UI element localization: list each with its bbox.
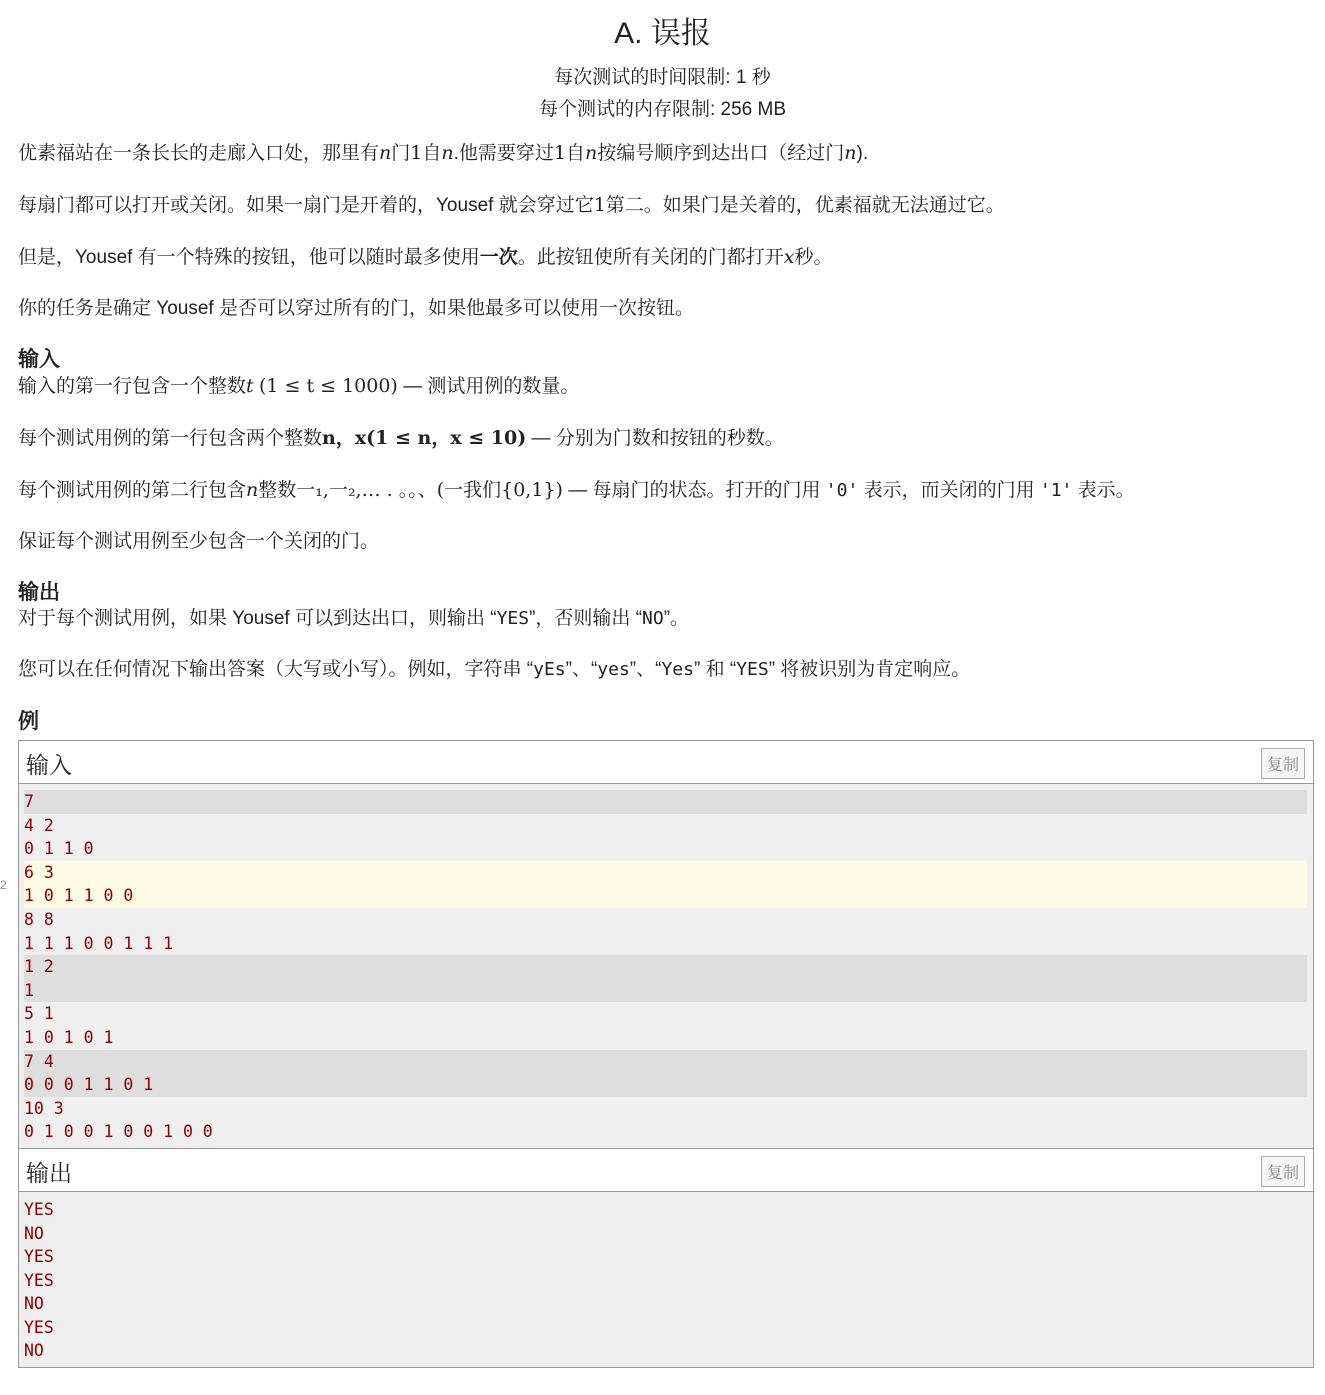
statement-paragraph-4: 你的任务是确定 Yousef 是否可以穿过所有的门，如果他最多可以使用一次按钮。 [18, 298, 694, 319]
sample-input-line: 8 8 [24, 909, 54, 929]
copy-input-button[interactable]: 复制 [1261, 748, 1305, 779]
time-limit: 每次测试的时间限制: 1 秒 [554, 67, 771, 88]
sample-input-label: 输入 [26, 753, 72, 779]
output-line-2: 您可以在任何情况下输出答案（大写或小写）。例如，字符串 “yEs”、“yes”、“Yes” 和 “YES” 将被识别为肯定响应。 [18, 659, 971, 680]
sample-input-line: 1 2 [24, 955, 1307, 979]
sample-output-line: YES [24, 1270, 54, 1290]
copy-output-button[interactable]: 复制 [1261, 1156, 1305, 1187]
problem-title: A. 误报 [614, 17, 711, 50]
sample-input-line: 7 4 [24, 1050, 1307, 1074]
statement-paragraph-2: 每扇门都可以打开或关闭。如果一扇门是开着的，Yousef 就会穿过它1第二。如果门是关着的，优素福就无法通过它。 [18, 194, 1005, 216]
input-line-3: 每个测试用例的第二行包含n整数一₁,一₂,… . 。。、(一我们{0,1}) — 每扇门的状态。打开的门用 '0' 表示，而关闭的门用 '1' 表示。 [18, 479, 1135, 501]
output-heading: 输出 [18, 581, 60, 604]
examples-heading: 例 [18, 710, 39, 733]
sample-input-body[interactable] [19, 784, 1313, 1148]
input-line-1: 输入的第一行包含一个整数t (1 ≤ t ≤ 1000) — 测试用例的数量。 [18, 375, 580, 397]
sample-input-line: 1 0 1 1 0 0 [24, 884, 1307, 908]
sample-input-line: 0 1 1 0 [24, 839, 94, 859]
sample-input-line: 5 1 [24, 1004, 54, 1024]
sample-input-line: 0 1 0 0 1 0 0 1 0 0 [24, 1122, 213, 1142]
sample-input-line: 7 [24, 790, 1307, 814]
sample-input-line: 1 1 1 0 0 1 1 1 [24, 933, 174, 953]
sample-input-line: 6 3 [24, 861, 1307, 885]
sample-output-line: NO [24, 1294, 44, 1314]
sample-output-header [19, 1148, 1313, 1192]
statement-paragraph-1: 优素福站在一条长长的走廊入口处，那里有n门1自n.他需要穿过1自n按编号顺序到达出口（经过门n). [18, 142, 869, 164]
sample-output-line: YES [24, 1199, 54, 1219]
sample-output-body[interactable] [19, 1192, 1313, 1367]
sample-input-line: 4 2 [24, 815, 54, 835]
sample-output-line: NO [24, 1223, 44, 1243]
sample-input-header [19, 741, 1313, 784]
output-line-1: 对于每个测试用例，如果 Yousef 可以到达出口，则输出 “YES”，否则输出 “NO”。 [18, 608, 690, 629]
problem-body [18, 140, 1313, 1368]
sample-input-line: 10 3 [24, 1098, 64, 1118]
sample-output-line: NO [24, 1341, 44, 1361]
input-line-2: 每个测试用例的第一行包含两个整数n，x(1 ≤ n，x ≤ 10) — 分别为门数和按钮的秒数。 [18, 427, 784, 449]
input-heading: 输入 [18, 348, 60, 371]
input-line-4: 保证每个测试用例至少包含一个关闭的门。 [18, 531, 380, 552]
sample-input-line: 0 0 0 1 1 0 1 [24, 1073, 1307, 1097]
sample-output-line: YES [24, 1247, 54, 1267]
statement-paragraph-3: 但是，Yousef 有一个特殊的按钮，他可以随时最多使用一次。此按钮使所有关闭的门都打开x秒。 [18, 246, 833, 268]
sample-output-label: 输出 [26, 1160, 72, 1187]
sample-input-line: 1 [24, 979, 1307, 1003]
gutter-marker: 2 [0, 878, 7, 892]
memory-limit: 每个测试的内存限制: 256 MB [538, 99, 787, 120]
problem-header [0, 0, 1325, 126]
sample-output-line: YES [24, 1317, 54, 1337]
sample-input-line: 1 0 1 0 1 [24, 1027, 114, 1047]
sample-test [18, 740, 1314, 1368]
